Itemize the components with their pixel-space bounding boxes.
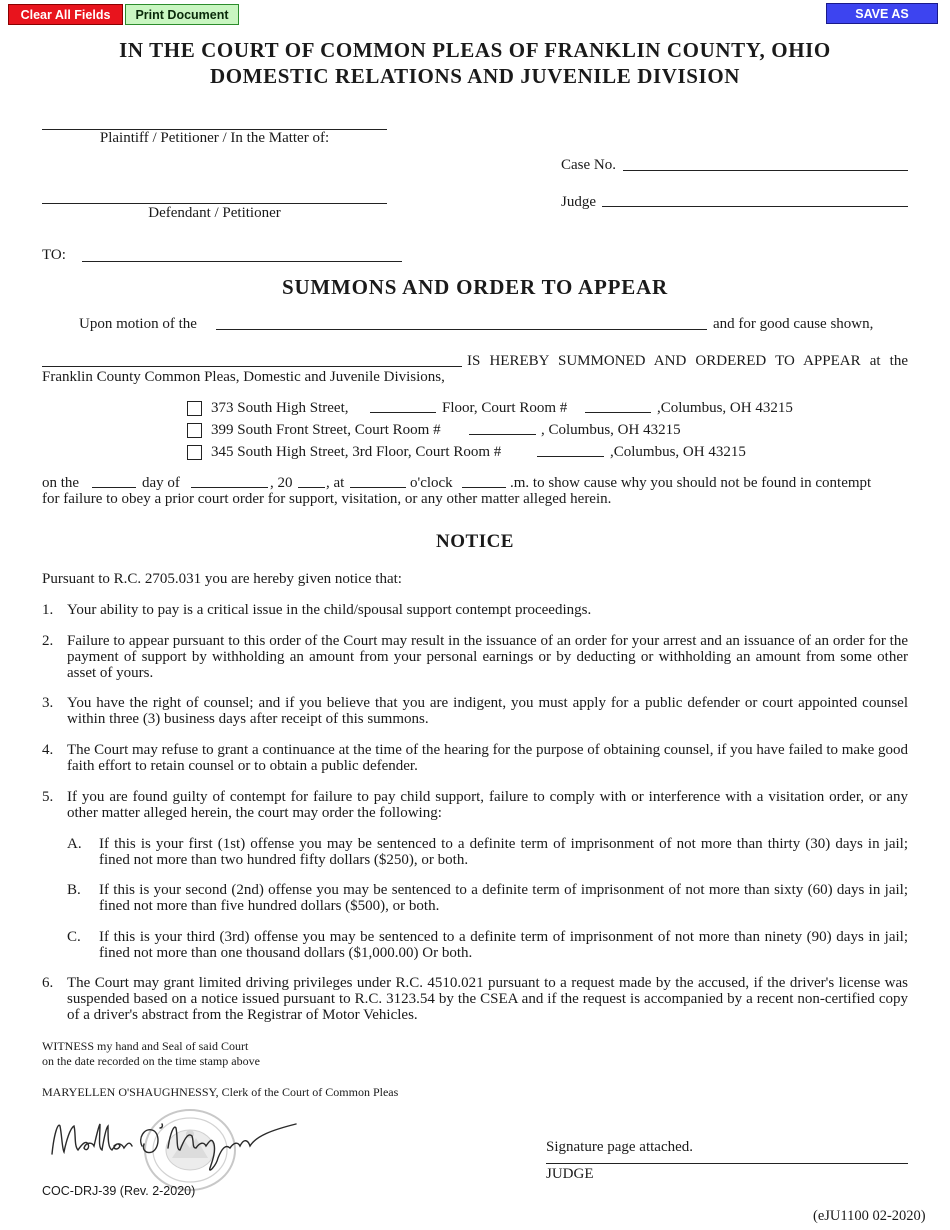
judge-label: Judge xyxy=(561,194,596,210)
date-line2-text: for failure to obey a prior court order for support, visitation, or any other matter alleged herein. xyxy=(42,491,612,507)
notice-item-3: You have the right of counsel; and if you believe that you are indigent, you must apply for a public defender or court appointed counsel within three (3) business days after receipt of this summons. xyxy=(67,695,908,727)
division-text: Franklin County Common Pleas, Domestic and Juvenile Divisions, xyxy=(42,369,445,385)
date-at-label: , at xyxy=(326,475,345,491)
case-no-field[interactable] xyxy=(623,170,908,171)
notice-item-2: Failure to appear pursuant to this order of the Court may result in the issuance of an order for your arrest and an issuance of an order for the payment of support by withholding an amount from your personal earnings or by deducting or withholding an amount from some other asset of yours. xyxy=(67,633,908,681)
notice-item-number: 2. xyxy=(42,633,54,649)
date-day-of-label: day of xyxy=(142,475,180,491)
plaintiff-label: Plaintiff / Petitioner / In the Matter of: xyxy=(99,130,330,146)
movant-field[interactable] xyxy=(216,329,707,330)
notice-item-4: The Court may refuse to grant a continuance at the time of the hearing for the purpose of obtaining counsel, if you have failed to make good faith effort to retain counsel or to obtain a public defender. xyxy=(67,742,908,774)
location-373-room-label: Floor, Court Room # xyxy=(442,400,568,416)
am-pm-field[interactable] xyxy=(462,487,506,488)
date-on-label: on the xyxy=(42,475,80,491)
notice-subitem-letter: C. xyxy=(67,929,81,945)
location-399-room-field[interactable] xyxy=(469,434,536,435)
clerk-name: MARYELLEN O'SHAUGHNESSY, Clerk of the Court of Common Pleas xyxy=(42,1085,399,1099)
form-code: COC-DRJ-39 (Rev. 2-2020) xyxy=(42,1184,196,1198)
to-field[interactable] xyxy=(82,261,402,262)
notice-subitem-letter: A. xyxy=(67,836,82,852)
signature-attached-text: Signature page attached. xyxy=(546,1139,694,1155)
notice-subitem-c: If this is your third (3rd) offense you may be sentenced to a definite term of imprisonment of not more than ninety (90) days in jail; fined not more than one thousand dollars ($1,000.00) Or both. xyxy=(99,929,908,961)
time-field[interactable] xyxy=(350,487,406,488)
location-373-floor-field[interactable] xyxy=(370,412,436,413)
notice-intro: Pursuant to R.C. 2705.031 you are hereby given notice that: xyxy=(42,571,402,587)
month-field[interactable] xyxy=(191,487,268,488)
notice-subitem-a: If this is your first (1st) offense you may be sentenced to a definite term of imprisonment of not more than thirty (30) days in jail; fined not more than two hundred fifty dollars ($250), or both. xyxy=(99,836,908,868)
location-373-room-field[interactable] xyxy=(585,412,651,413)
defendant-label: Defendant / Petitioner xyxy=(148,205,281,221)
court-name-heading: IN THE COURT OF COMMON PLEAS OF FRANKLIN COUNTY, OHIO xyxy=(119,38,831,62)
notice-subitem-b: If this is your second (2nd) offense you may be sentenced to a definite term of imprisonment of not more than sixty (60) days in jail; fined not more than five hundred dollars ($500), or both. xyxy=(99,882,908,914)
motion-suffix: and for good cause shown, xyxy=(713,316,874,332)
location-345-room-field[interactable] xyxy=(537,456,604,457)
location-345-checkbox[interactable] xyxy=(187,445,202,460)
notice-item-number: 5. xyxy=(42,789,54,805)
motion-prefix: Upon motion of the xyxy=(79,316,197,332)
witness-line-1: WITNESS my hand and Seal of said Court xyxy=(42,1039,249,1053)
judge-field[interactable] xyxy=(602,206,908,207)
judge-signature-label: JUDGE xyxy=(546,1166,594,1182)
location-345-text: 345 South High Street, 3rd Floor, Court Room # xyxy=(211,444,502,460)
clerk-signature-image xyxy=(46,1114,306,1178)
location-399-city: , Columbus, OH 43215 xyxy=(541,422,681,438)
to-label: TO: xyxy=(42,247,66,263)
defendant-field[interactable] xyxy=(42,203,387,204)
notice-title: NOTICE xyxy=(436,531,514,552)
clear-all-fields-button[interactable]: Clear All Fields xyxy=(8,4,123,25)
oclock-label: o'clock xyxy=(410,475,453,491)
notice-item-number: 6. xyxy=(42,975,54,991)
case-no-label: Case No. xyxy=(561,157,616,173)
day-field[interactable] xyxy=(92,487,136,488)
notice-subitem-letter: B. xyxy=(67,882,81,898)
print-document-button[interactable]: Print Document xyxy=(125,4,239,25)
notice-item-number: 4. xyxy=(42,742,54,758)
date-20-label: , 20 xyxy=(270,475,293,491)
judge-signature-line[interactable] xyxy=(546,1163,908,1164)
notice-item-6: The Court may grant limited driving privileges under R.C. 4510.021 pursuant to a request made by the accused, if the driver's license was suspended based on a notice issued pursuant to R.C. 3123.54 by the CSEA and if the request is accompanied by a recent non-certified copy of a driver's abstract from the Registrar of Motor Vehicles. xyxy=(67,975,908,1023)
division-heading: DOMESTIC RELATIONS AND JUVENILE DIVISION xyxy=(209,64,741,88)
notice-item-5: If you are found guilty of contempt for failure to pay child support, failure to comply with or interference with a visitation order, or any other matter alleged herein, the court may order the following: xyxy=(67,789,908,821)
notice-item-number: 1. xyxy=(42,602,54,618)
location-345-city: ,Columbus, OH 43215 xyxy=(610,444,746,460)
notice-item-number: 3. xyxy=(42,695,54,711)
location-373-text: 373 South High Street, xyxy=(211,400,349,416)
witness-line-2: on the date recorded on the time stamp above xyxy=(42,1054,260,1068)
summons-title: SUMMONS AND ORDER TO APPEAR xyxy=(281,275,669,299)
location-399-checkbox[interactable] xyxy=(187,423,202,438)
year-field[interactable] xyxy=(298,487,325,488)
location-373-city: ,Columbus, OH 43215 xyxy=(657,400,793,416)
notice-item-1: Your ability to pay is a critical issue in the child/spousal support contempt proceedings. xyxy=(67,602,592,618)
save-as-button[interactable]: SAVE AS xyxy=(826,3,938,24)
location-373-checkbox[interactable] xyxy=(187,401,202,416)
summoned-party-field[interactable] xyxy=(42,366,462,367)
date-tail-text: .m. to show cause why you should not be found in contempt xyxy=(510,475,872,491)
location-399-text: 399 South Front Street, Court Room # xyxy=(211,422,441,438)
summoned-text: IS HEREBY SUMMONED AND ORDERED TO APPEAR at the xyxy=(467,353,908,369)
form-id: (eJU1100 02-2020) xyxy=(813,1208,926,1224)
